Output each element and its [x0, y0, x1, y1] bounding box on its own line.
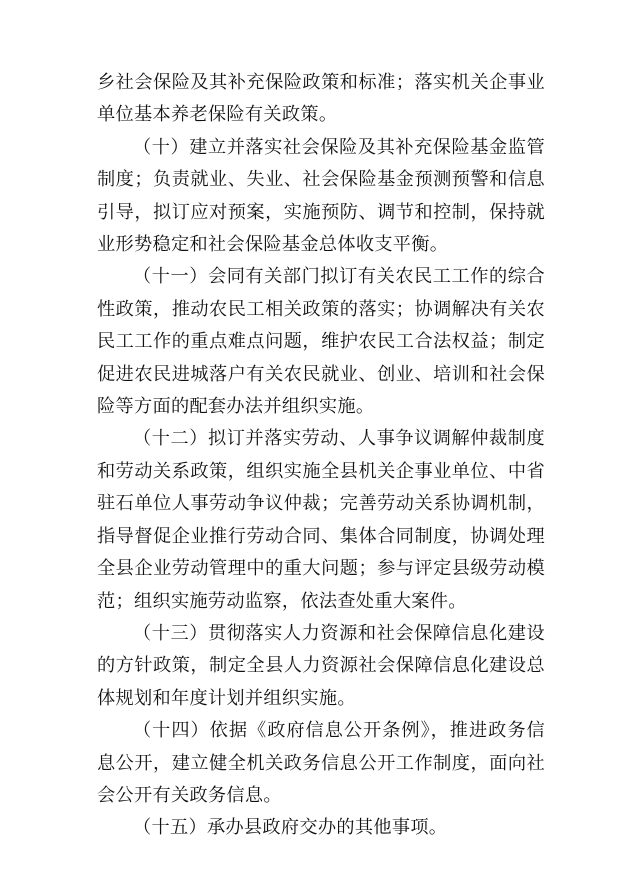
paragraph-item-15: （十五）承办县政府交办的其他事项。: [133, 817, 448, 839]
paragraph-item-12: （十二）拟订并落实劳动、人事争议调解仲裁制度和劳动关系政策，组织实施全县机关企事业单位、中省驻石单位人事劳动争议仲裁；完善劳动关系协调机制，指导督促企业推行劳动合同、集体合同制度，协调处理全县企业劳动管理中的重大问题；参与评定县级劳动模范；组织实施劳动监察，依法查处重大案件。: [97, 428, 545, 612]
document-body: [97, 67, 545, 845]
paragraph-item-13: （十三）贯彻落实人力资源和社会保障信息化建设的方针政策，制定全县人力资源社会保障信息化建设总体规划和年度计划并组织实施。: [97, 622, 545, 709]
paragraph-item-11: （十一）会同有关部门拟订有关农民工工作的综合性政策，推动农民工相关政策的落实；协调解决有关农民工工作的重点难点问题，维护农民工合法权益；制定促进农民进城落户有关农民就业、创业、培训和社会保险等方面的配套办法并组织实施。: [97, 266, 545, 418]
paragraph-item-14: （十四）依据《政府信息公开条例》，推进政务信息公开，建立健全机关政务信息公开工作制度，面向社会公开有关政务信息。: [97, 720, 545, 806]
paragraph-continued: 乡社会保险及其补充保险政策和标准；落实机关企事业单位基本养老保险有关政策。: [97, 72, 545, 126]
paragraph-item-10: （十）建立并落实社会保险及其补充保险基金监管制度；负责就业、失业、社会保险基金预测预警和信息引导，拟订应对预案，实施预防、调节和控制，保持就业形势稳定和社会保险基金总体收支平衡。: [97, 136, 545, 256]
